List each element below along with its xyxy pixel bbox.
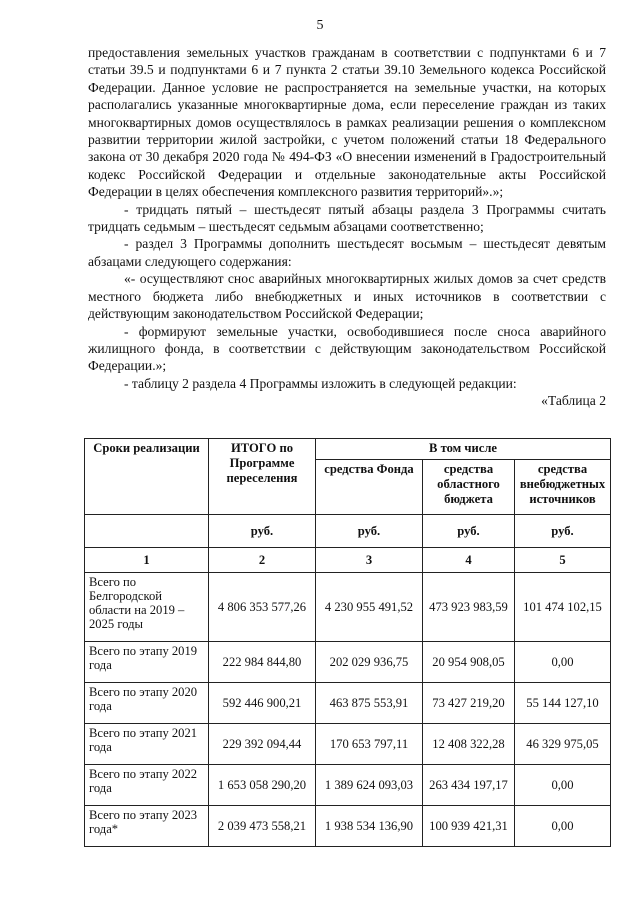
row-total: 4 806 353 577,26 — [209, 573, 316, 642]
page-number: 5 — [316, 18, 324, 33]
row-fund: 170 653 797,11 — [316, 724, 423, 765]
row-label: Всего по этапу 2022 года — [85, 765, 209, 806]
colnum-4: 4 — [423, 548, 515, 573]
row-total: 2 039 473 558,21 — [209, 806, 316, 847]
table-row — [85, 573, 611, 642]
unit-total: руб. — [209, 515, 316, 548]
row-extra: 46 329 975,05 — [515, 724, 611, 765]
header-fund: средства Фонда — [316, 460, 423, 515]
row-label: Всего по этапу 2019 года — [85, 642, 209, 683]
header-total: ИТОГО по Программе переселения — [209, 439, 316, 515]
funding-table — [84, 438, 611, 847]
table-row — [85, 642, 611, 683]
row-label: Всего по этапу 2021 года — [85, 724, 209, 765]
row-regional: 12 408 322,28 — [423, 724, 515, 765]
row-label: Всего по этапу 2023 года* — [85, 806, 209, 847]
unit-regional: руб. — [423, 515, 515, 548]
row-total: 592 446 900,21 — [209, 683, 316, 724]
header-including: В том числе — [316, 439, 611, 460]
colnum-2: 2 — [209, 548, 316, 573]
unit-extra: руб. — [515, 515, 611, 548]
row-extra: 0,00 — [515, 642, 611, 683]
row-total: 1 653 058 290,20 — [209, 765, 316, 806]
units-empty — [85, 515, 209, 548]
row-extra: 0,00 — [515, 806, 611, 847]
table-row — [85, 806, 611, 847]
row-label: Всего по этапу 2020 года — [85, 683, 209, 724]
table-row — [85, 765, 611, 806]
row-fund: 1 938 534 136,90 — [316, 806, 423, 847]
colnum-3: 3 — [316, 548, 423, 573]
row-fund: 1 389 624 093,03 — [316, 765, 423, 806]
row-regional: 20 954 908,05 — [423, 642, 515, 683]
row-regional: 473 923 983,59 — [423, 573, 515, 642]
row-fund: 202 029 936,75 — [316, 642, 423, 683]
units-row — [85, 515, 611, 548]
row-total: 222 984 844,80 — [209, 642, 316, 683]
colnum-5: 5 — [515, 548, 611, 573]
paragraph-item-3: - таблицу 2 раздела 4 Программы изложить в следующей редакции: — [124, 375, 517, 391]
table-row — [85, 683, 611, 724]
row-extra: 101 474 102,15 — [515, 573, 611, 642]
header-regional: средства областного бюджета — [423, 460, 515, 515]
header-row-1 — [85, 439, 611, 460]
row-regional: 73 427 219,20 — [423, 683, 515, 724]
unit-fund: руб. — [316, 515, 423, 548]
row-label: Всего по Белгородской области на 2019 – 2025 годы — [85, 573, 209, 642]
row-regional: 263 434 197,17 — [423, 765, 515, 806]
row-regional: 100 939 421,31 — [423, 806, 515, 847]
row-total: 229 392 094,44 — [209, 724, 316, 765]
paragraph-item-2: - раздел 3 Программы дополнить шестьдесят восьмым – шестьдесят девятым абзацами следующего содержания: — [88, 236, 606, 269]
colnum-1: 1 — [85, 548, 209, 573]
paragraph-item-1: - тридцать пятый – шестьдесят пятый абзацы раздела 3 Программы считать тридцать седьмым – шестьдесят седьмым абзацами соответственно; — [88, 201, 606, 235]
row-extra: 55 144 127,10 — [515, 683, 611, 724]
body-text — [88, 44, 606, 410]
header-period: Сроки реализации — [85, 439, 209, 515]
paragraph-quote-1: «- осуществляют снос аварийных многоквартирных жилых домов за счет средств местного бюджета либо внебюджетных и иных источников в соответствии с действующим законодательством Российской Федерации; — [88, 271, 606, 322]
row-fund: 463 875 553,91 — [316, 683, 423, 724]
column-numbers-row — [85, 548, 611, 573]
header-extra: средства внебюджетных источников — [515, 460, 611, 515]
row-extra: 0,00 — [515, 765, 611, 806]
paragraph-quote-2: - формируют земельные участки, освободившиеся после сноса аварийного жилищного фонда, в соответствии с действующим законодательством Российской Федерации.»; — [88, 323, 606, 374]
table-caption: «Таблица 2 — [541, 393, 606, 409]
row-fund: 4 230 955 491,52 — [316, 573, 423, 642]
paragraph-continuation: предоставления земельных участков гражданам в соответствии с подпунктами 6 и 7 статьи 39.5 и подпунктами 6 и 7 пункта 2 статьи 39.10 Земельного кодекса Российской Федерации. Данное условие не распространяется на земельные участки, на которых располагались указанные многоквартирные дома, если переселение граждан из таких многоквартирных домов осуществлялось в рамках реализации решения о комплексном развитии территории жилой застройки, с учетом положений статьи 18 Федерального закона от 30 декабря 2020 года № 494-ФЗ «О внесении изменений в Градостроительный кодекс Российской Федерации и отдельные законодательные акты Российской Федерации в целях обеспечения комплексного развития территорий».»; — [88, 45, 606, 200]
table-row — [85, 724, 611, 765]
